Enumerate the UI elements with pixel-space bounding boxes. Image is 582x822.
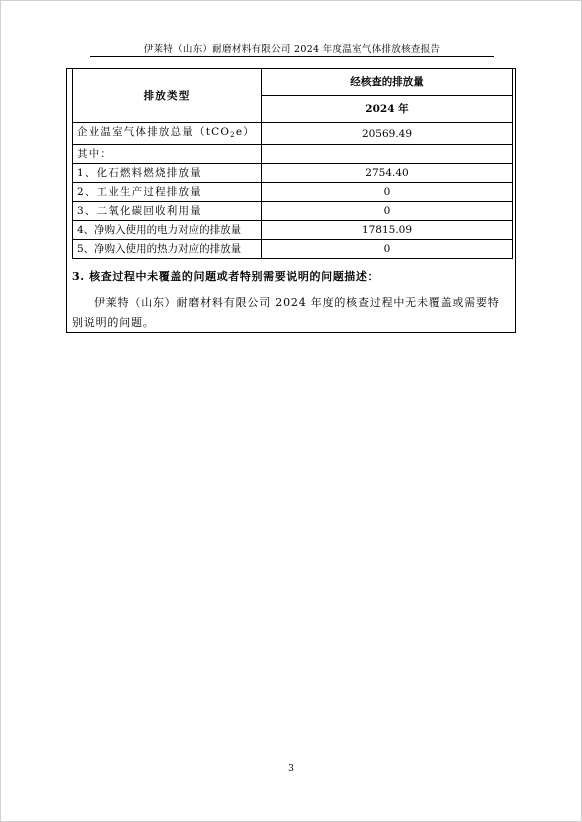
emission-type-header: 排放类型 — [73, 69, 262, 123]
subtotal-value — [262, 145, 513, 164]
table-row — [73, 145, 513, 164]
row-value: 2754.40 — [262, 164, 513, 183]
row-label: 4、净购入使用的电力对应的排放量 — [73, 221, 262, 240]
row-value: 0 — [262, 202, 513, 221]
row-label: 1、化石燃料燃烧排放量 — [73, 164, 262, 183]
table-row — [73, 123, 513, 145]
row-value: 0 — [262, 183, 513, 202]
row-value: 0 — [262, 240, 513, 259]
row-label: 5、净购入使用的热力对应的排放量 — [73, 240, 262, 259]
row-label: 3、二氧化碳回收利用量 — [73, 202, 262, 221]
table-row — [73, 240, 513, 259]
total-emissions-value: 20569.49 — [262, 123, 513, 145]
subtotal-label: 其中： — [73, 145, 262, 164]
report-header-title: 伊莱特（山东）耐磨材料有限公司 2024 年度温室气体排放核查报告 — [143, 44, 441, 55]
table-row — [73, 202, 513, 221]
section-3-title: 3. 核查过程中未覆盖的问题或者特别需要说明的问题描述： — [72, 270, 380, 283]
table-row — [73, 183, 513, 202]
row-label: 2、工业生产过程排放量 — [73, 183, 262, 202]
year-header: 2024 年 — [262, 96, 513, 123]
row-value: 17815.09 — [262, 221, 513, 240]
total-emissions-label: 企业温室气体排放总量（tCO$_2$e） — [73, 123, 262, 145]
header-rule — [90, 56, 494, 57]
table-row — [73, 221, 513, 240]
table-row — [73, 164, 513, 183]
verified-emissions-header: 经核查的排放量 — [262, 69, 513, 96]
table-header-row — [73, 69, 513, 96]
section-3-body: 伊莱特（山东）耐磨材料有限公司 2024 年度的核查过程中无未覆盖或需要特别说明的问题。 — [72, 296, 500, 329]
page-number: 3 — [288, 764, 294, 774]
emissions-table — [72, 68, 513, 259]
